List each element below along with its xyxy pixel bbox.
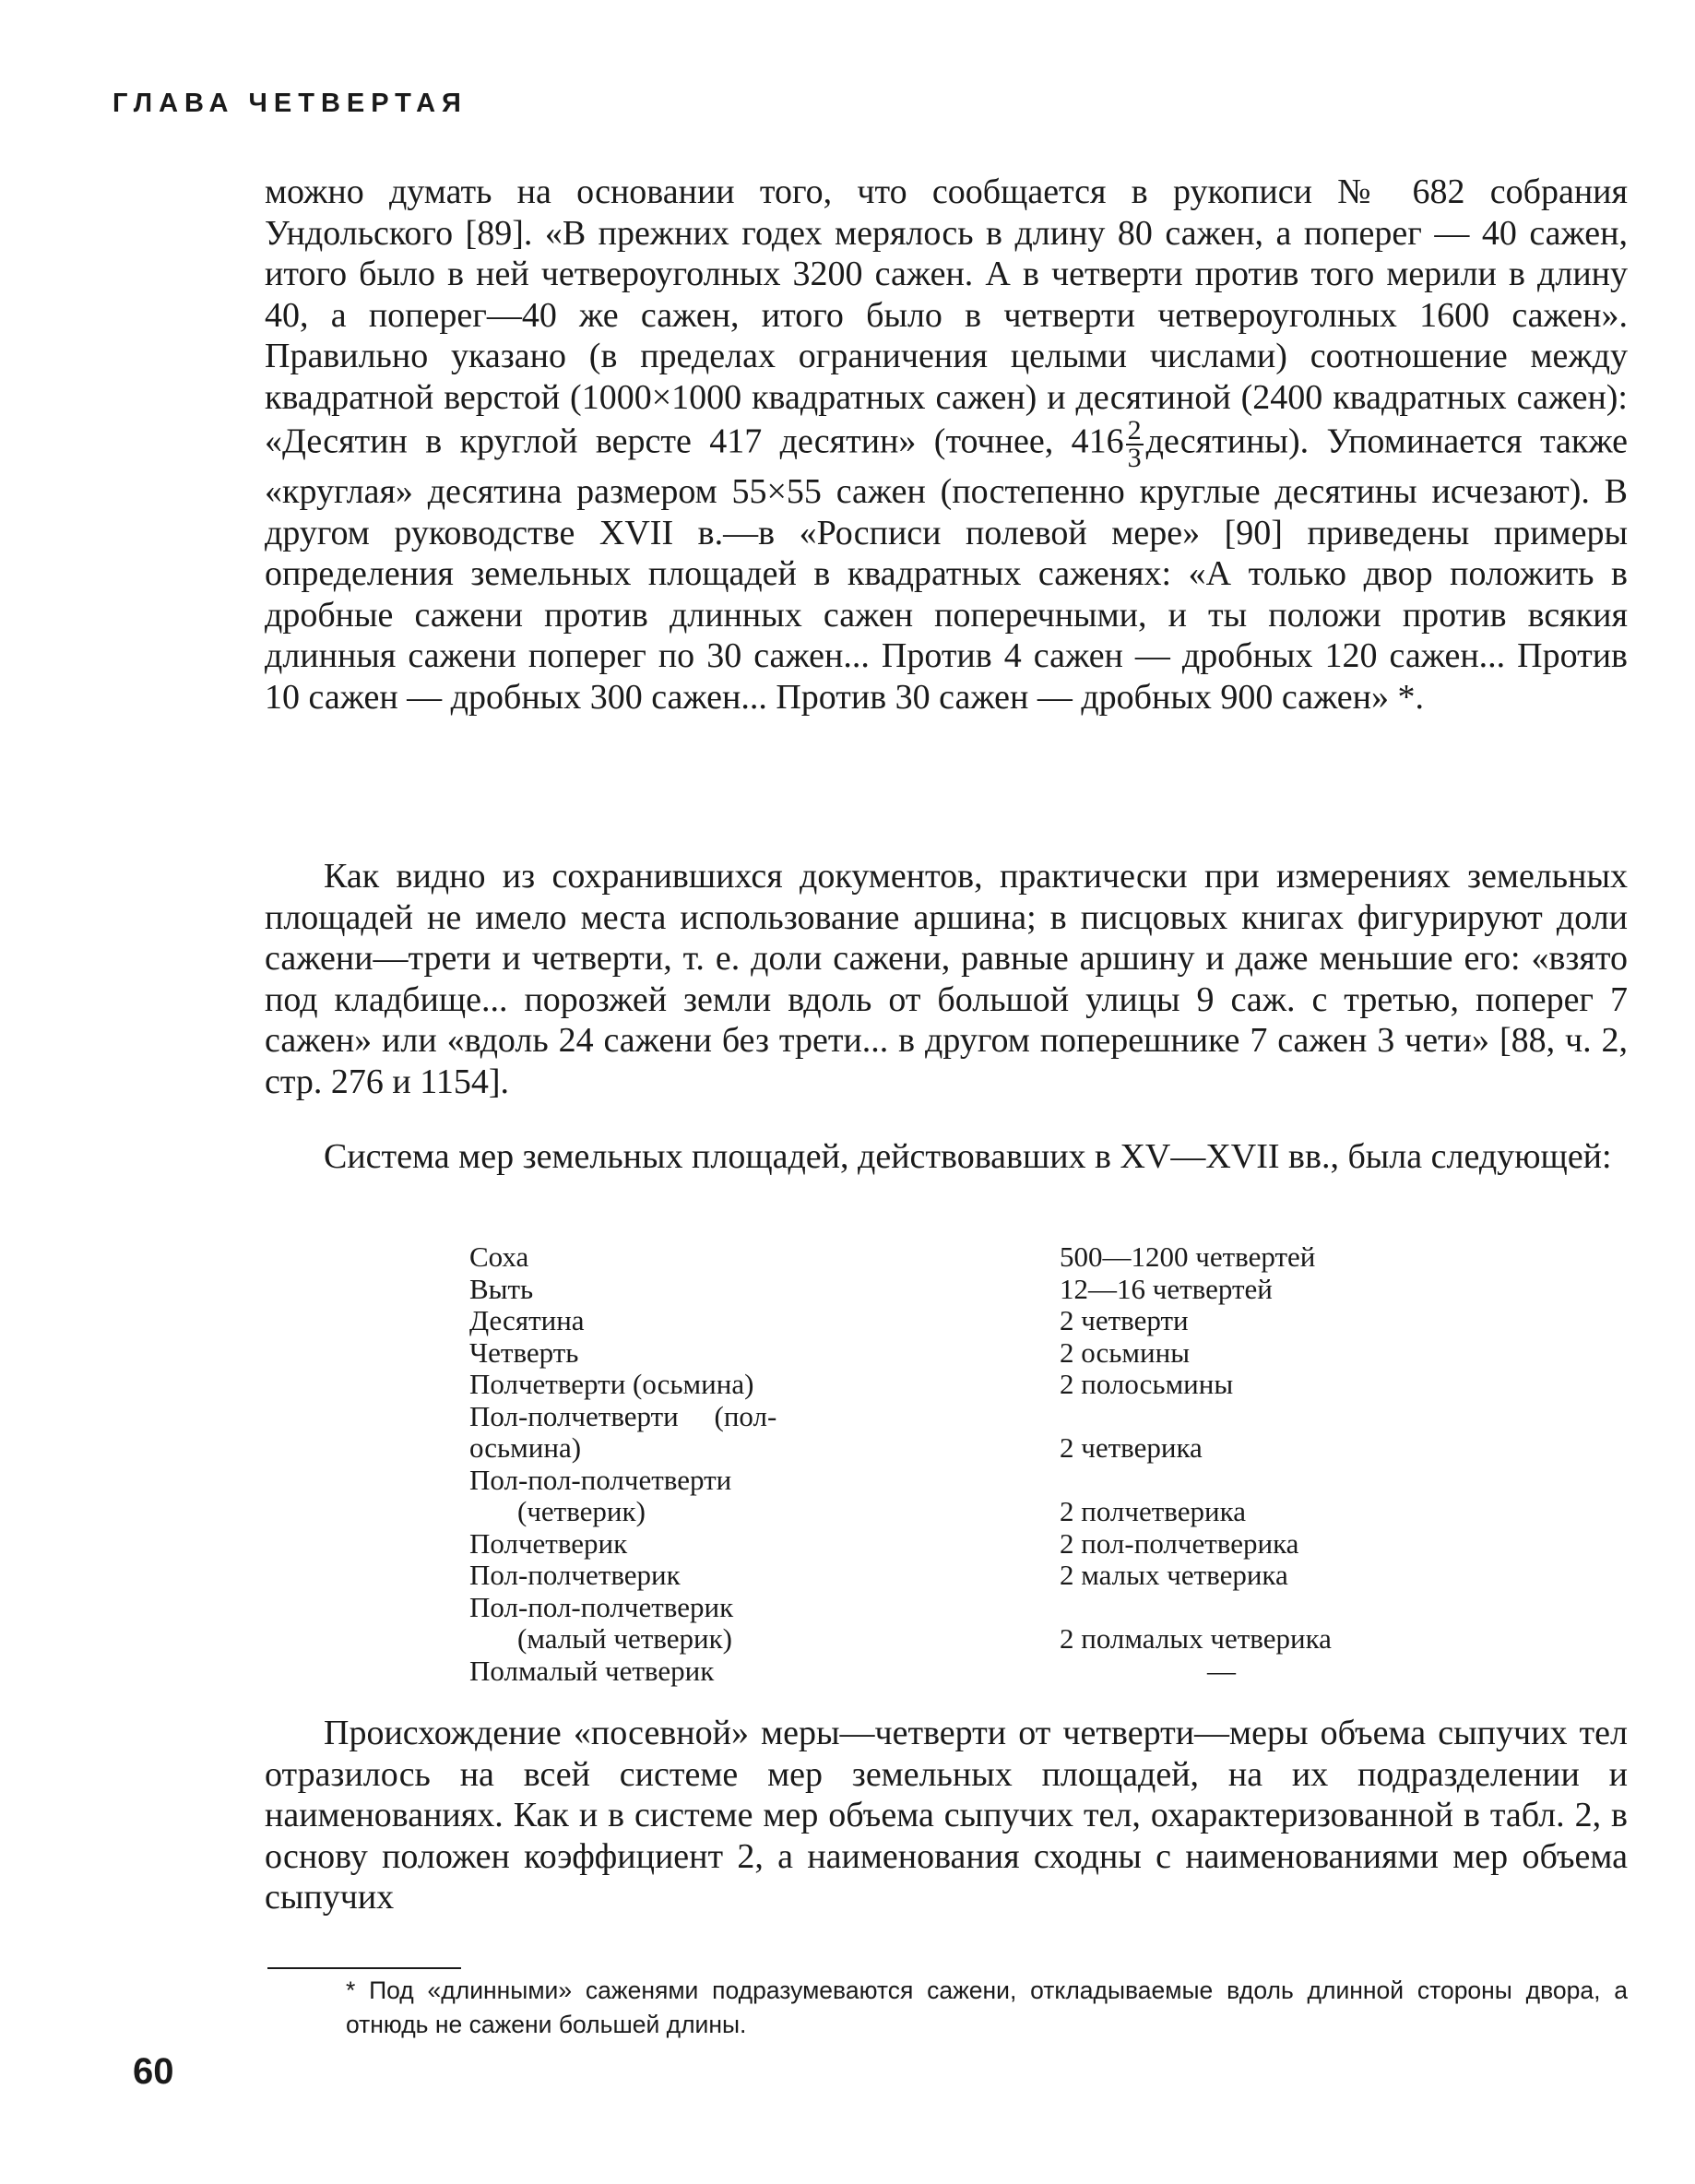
measure-name-cont: осьмина) [469, 1431, 582, 1464]
measure-value: 2 полмалых четверика [1060, 1622, 1332, 1655]
measure-name: Полчетверти (осьмина) [469, 1368, 754, 1400]
measure-row [469, 1274, 1428, 1306]
measure-name-cont: (четверик) [517, 1495, 646, 1527]
paragraph-1-text-a: можно думать на основании того, что сообщается в рукописи № 682 собрания Ундольского [89]. «В прежних годех мерялось в длину 80 сажен, а поперег — 40 сажен, итого было в ней четвероуголных 3200 сажен. А в четверти против того мерили в длину 40, а поперег—40 же сажен, итого было в четверти четвероуголных 1600 сажен». Правильно указано (в пределах ограничения целыми числами) соотношение между квадратной верстой (1000×1000 квадратных сажен) и десятиной (2400 квадратных сажен): «Десятин в круглой версте 417 десятин» (точнее, 416 [265, 172, 1628, 461]
measure-row [469, 1560, 1428, 1592]
footnote-rule [267, 1967, 461, 1969]
measure-name: Полмалый четверик [469, 1654, 715, 1687]
measure-name: Пол-полчетверти (пол- [469, 1399, 777, 1432]
paragraph-2-text: Как видно из сохранившихся документов, практически при измерениях земельных площадей не имело места использование аршина; в писцовых книгах фигурируют доли сажени—трети и четверти, т. е. доли сажени, равные аршину и даже меньшие его: «взято под кладбище... порозжей земли вдоль от большой улицы 9 саж. с третью, поперег 7 сажен» или «вдоль 24 сажени без трети... в другом поперешнике 7 сажен 3 чети» [88, ч. 2, стр. 276 и 1154]. [265, 857, 1628, 1101]
paragraph-4 [265, 1713, 1628, 1918]
measure-row [469, 1337, 1428, 1370]
measure-name: Десятина [469, 1304, 585, 1336]
paragraph-2 [265, 856, 1628, 1102]
measure-value: 2 четверти [1060, 1304, 1189, 1336]
measure-row [469, 1465, 1428, 1528]
measure-row [469, 1241, 1428, 1274]
measure-value: 2 осьмины [1060, 1335, 1191, 1369]
measure-row [469, 1592, 1428, 1656]
measure-value: 2 малых четверика [1060, 1559, 1288, 1591]
fraction-numerator: 2 [1127, 415, 1142, 445]
measure-value: 2 четверика [1060, 1431, 1203, 1464]
measure-value: — [1207, 1654, 1236, 1687]
page-number: 60 [133, 2051, 174, 2092]
measure-row [469, 1656, 1428, 1688]
measure-row [469, 1401, 1428, 1465]
measure-name: Пол-полчетверик [469, 1559, 681, 1591]
fraction-denominator: 3 [1127, 443, 1142, 473]
paragraph-4-text: Происхождение «посевной» меры—четверти от четверти—меры объема сыпучих тел отразилось на всей системе мер земельных площадей, на их подразделении и наименованиях. Как и в системе мер объема сыпучих тел, охарактеризованной в табл. 2, в основу положен коэффициент 2, а наименования сходны с наименованиями мер объема сыпучих [265, 1714, 1628, 1917]
paragraph-3-text: Система мер земельных площадей, действовавших в XV—XVII вв., была следующей: [324, 1137, 1612, 1176]
measure-name: Пол-пол-полчетверик [469, 1590, 734, 1623]
paragraph-1-text-b: десятины). Упоминается также «круглая» десятина размером 55×55 сажен (постепенно круглые десятины исчезают). В другом руководстве XVII в.—в «Росписи полевой мере» [90] приведены примеры определения земельных площадей в квадратных саженях: «А только двор положить в дробные сажени против длинных сажен поперечными, и ты положи против всякия длинныя сажени поперег по 30 сажен... Против 4 сажен — дробных 120 сажен... Против 10 сажен — дробных 300 сажен... Против 30 сажен — дробных 900 сажен» *. [265, 421, 1628, 717]
measure-name: Полчетверик [469, 1526, 628, 1560]
footnote-text: * Под «длинными» саженями подразумеваются сажени, откладываемые вдоль длинной стороны двора, а отнюдь не сажени большей длины. [346, 1976, 1628, 2038]
measure-value: 500—1200 четвертей [1060, 1240, 1316, 1273]
measure-name: Выть [469, 1272, 534, 1305]
footnote [265, 1974, 1628, 2042]
measure-value: 12—16 четвертей [1060, 1272, 1273, 1305]
running-header: ГЛАВА ЧЕТВЕРТАЯ [113, 89, 468, 118]
measure-name-cont: (малый четверик) [517, 1622, 732, 1655]
measures-table [469, 1241, 1428, 1687]
paragraph-1 [265, 172, 1628, 718]
measure-row [469, 1528, 1428, 1561]
fraction-two-thirds [1126, 415, 1144, 473]
measure-name: Четверть [469, 1335, 579, 1369]
measure-value: 2 полосьмины [1060, 1368, 1234, 1400]
measure-value: 2 полчетверика [1060, 1495, 1246, 1527]
paragraph-3 [265, 1136, 1628, 1178]
measure-row [469, 1305, 1428, 1337]
measure-value: 2 пол-полчетверика [1060, 1526, 1299, 1560]
measure-row [469, 1369, 1428, 1401]
measure-name: Пол-пол-полчетверти [469, 1463, 732, 1496]
measure-name: Соха [469, 1240, 529, 1273]
